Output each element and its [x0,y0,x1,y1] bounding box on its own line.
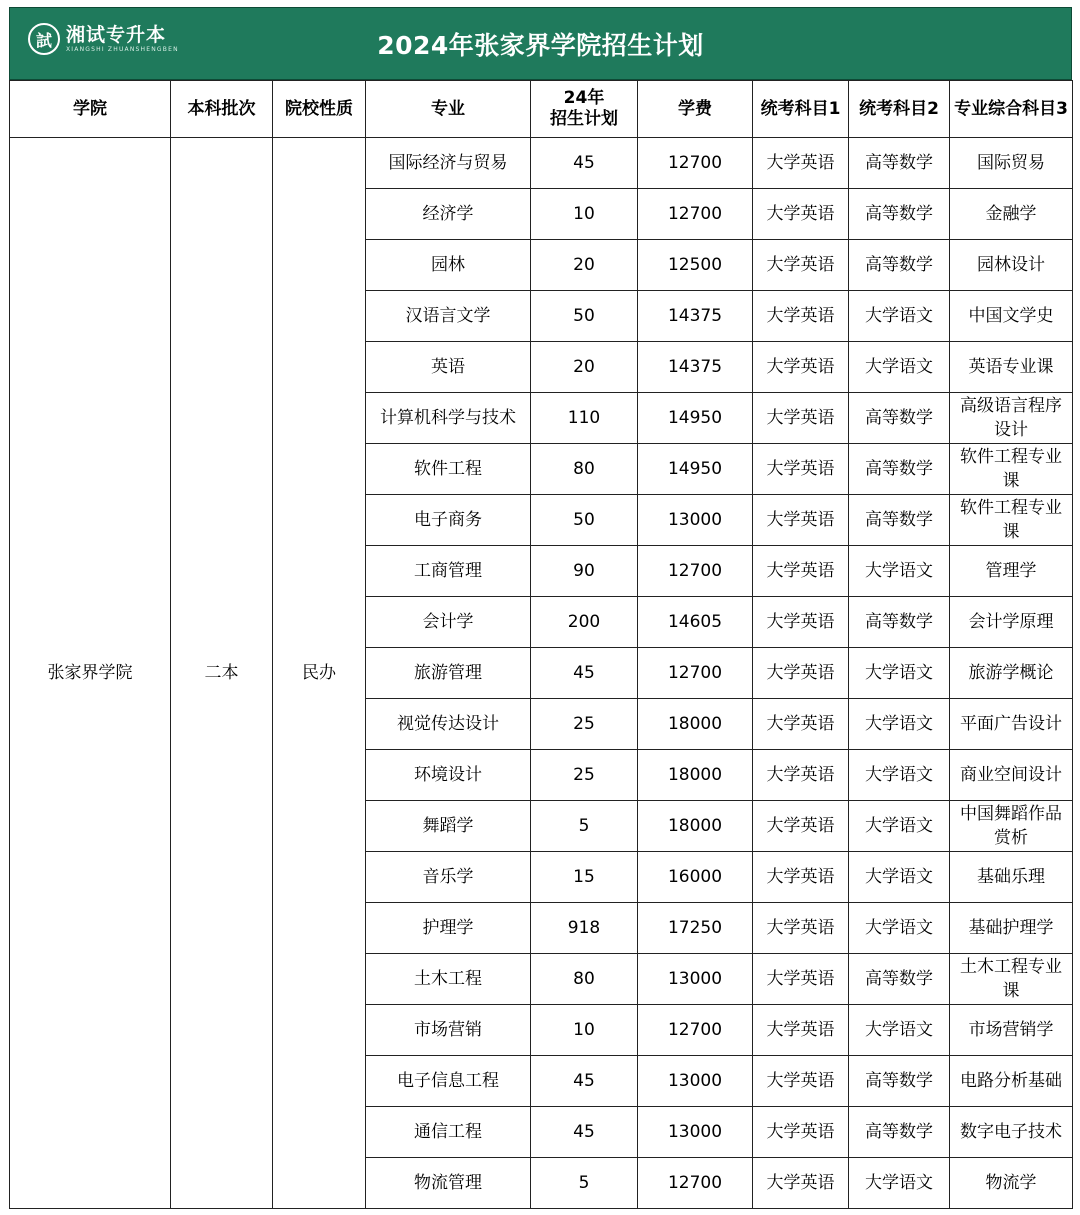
admission-table [9,80,1073,1209]
subject1-cell: 大学英语 [753,1107,849,1158]
plan-cell: 10 [531,1005,638,1056]
header-plan: 24年 招生计划 [531,81,638,138]
tuition-cell: 14950 [638,444,753,495]
school-name-cell: 张家界学院 [10,138,171,1209]
subject1-cell: 大学英语 [753,495,849,546]
tuition-cell: 12700 [638,1158,753,1209]
header-subject1: 统考科目1 [753,81,849,138]
subject1-cell: 大学英语 [753,1056,849,1107]
subject2-cell: 高等数学 [849,1056,950,1107]
plan-cell: 5 [531,801,638,852]
brand-logo [28,23,179,55]
major-cell: 护理学 [366,903,531,954]
subject3-cell: 基础护理学 [950,903,1073,954]
subject3-cell: 会计学原理 [950,597,1073,648]
major-cell: 通信工程 [366,1107,531,1158]
subject2-cell: 高等数学 [849,138,950,189]
subject3-cell: 数字电子技术 [950,1107,1073,1158]
subject1-cell: 大学英语 [753,444,849,495]
table-body [10,138,1073,1209]
subject2-cell: 大学语文 [849,699,950,750]
header-subject3: 专业综合科目3 [950,81,1073,138]
subject3-cell: 物流学 [950,1158,1073,1209]
tuition-cell: 12700 [638,189,753,240]
subject2-cell: 大学语文 [849,1158,950,1209]
subject1-cell: 大学英语 [753,546,849,597]
plan-cell: 45 [531,1107,638,1158]
tuition-cell: 14605 [638,597,753,648]
subject3-cell: 基础乐理 [950,852,1073,903]
tuition-cell: 14375 [638,342,753,393]
major-cell: 国际经济与贸易 [366,138,531,189]
subject3-cell: 中国文学史 [950,291,1073,342]
subject3-cell: 旅游学概论 [950,648,1073,699]
subject2-cell: 大学语文 [849,342,950,393]
subject3-cell: 软件工程专业课 [950,444,1073,495]
plan-cell: 20 [531,342,638,393]
tuition-cell: 13000 [638,1107,753,1158]
subject3-cell: 平面广告设计 [950,699,1073,750]
header-major: 专业 [366,81,531,138]
plan-cell: 918 [531,903,638,954]
subject2-cell: 高等数学 [849,1107,950,1158]
tuition-cell: 17250 [638,903,753,954]
plan-cell: 45 [531,648,638,699]
major-cell: 电子商务 [366,495,531,546]
subject1-cell: 大学英语 [753,597,849,648]
major-cell: 软件工程 [366,444,531,495]
batch-cell: 二本 [171,138,273,1209]
plan-cell: 90 [531,546,638,597]
major-cell: 园林 [366,240,531,291]
subject2-cell: 大学语文 [849,291,950,342]
subject3-cell: 金融学 [950,189,1073,240]
major-cell: 英语 [366,342,531,393]
title-banner [9,7,1072,80]
subject1-cell: 大学英语 [753,240,849,291]
plan-cell: 45 [531,138,638,189]
subject3-cell: 中国舞蹈作品赏析 [950,801,1073,852]
subject3-cell: 软件工程专业课 [950,495,1073,546]
subject3-cell: 管理学 [950,546,1073,597]
subject1-cell: 大学英语 [753,1158,849,1209]
major-cell: 会计学 [366,597,531,648]
subject1-cell: 大学英语 [753,1005,849,1056]
header-nature: 院校性质 [273,81,366,138]
major-cell: 工商管理 [366,546,531,597]
subject1-cell: 大学英语 [753,138,849,189]
plan-cell: 80 [531,954,638,1005]
major-cell: 环境设计 [366,750,531,801]
major-cell: 视觉传达设计 [366,699,531,750]
subject1-cell: 大学英语 [753,342,849,393]
plan-cell: 50 [531,291,638,342]
subject2-cell: 高等数学 [849,189,950,240]
plan-cell: 110 [531,393,638,444]
major-cell: 电子信息工程 [366,1056,531,1107]
subject1-cell: 大学英语 [753,801,849,852]
subject2-cell: 高等数学 [849,954,950,1005]
nature-cell: 民办 [273,138,366,1209]
tuition-cell: 13000 [638,954,753,1005]
subject2-cell: 高等数学 [849,240,950,291]
header-subject2: 统考科目2 [849,81,950,138]
subject2-cell: 高等数学 [849,495,950,546]
subject3-cell: 土木工程专业课 [950,954,1073,1005]
subject1-cell: 大学英语 [753,648,849,699]
admission-plan-document [9,7,1072,1209]
tuition-cell: 12700 [638,648,753,699]
subject3-cell: 商业空间设计 [950,750,1073,801]
major-cell: 舞蹈学 [366,801,531,852]
tuition-cell: 14950 [638,393,753,444]
tuition-cell: 12500 [638,240,753,291]
subject3-cell: 电路分析基础 [950,1056,1073,1107]
subject1-cell: 大学英语 [753,699,849,750]
subject2-cell: 高等数学 [849,597,950,648]
logo-name: 湘试专升本 [66,24,167,46]
subject3-cell: 国际贸易 [950,138,1073,189]
tuition-cell: 13000 [638,1056,753,1107]
subject1-cell: 大学英语 [753,903,849,954]
page-title: 2024年张家界学院招生计划 [377,30,704,60]
plan-cell: 25 [531,750,638,801]
major-cell: 计算机科学与技术 [366,393,531,444]
header-college: 学院 [10,81,171,138]
logo-text [66,24,179,54]
tuition-cell: 13000 [638,495,753,546]
plan-cell: 5 [531,1158,638,1209]
plan-cell: 200 [531,597,638,648]
major-cell: 汉语言文学 [366,291,531,342]
tuition-cell: 18000 [638,801,753,852]
subject2-cell: 大学语文 [849,546,950,597]
subject2-cell: 大学语文 [849,852,950,903]
plan-cell: 45 [531,1056,638,1107]
major-cell: 物流管理 [366,1158,531,1209]
subject1-cell: 大学英语 [753,750,849,801]
logo-pinyin: XIANGSHI ZHUANSHENGBEN [66,46,179,53]
plan-cell: 15 [531,852,638,903]
major-cell: 经济学 [366,189,531,240]
major-cell: 市场营销 [366,1005,531,1056]
tuition-cell: 16000 [638,852,753,903]
table-row [10,138,1073,189]
tuition-cell: 14375 [638,291,753,342]
subject1-cell: 大学英语 [753,189,849,240]
tuition-cell: 12700 [638,546,753,597]
plan-cell: 25 [531,699,638,750]
subject2-cell: 大学语文 [849,1005,950,1056]
subject2-cell: 高等数学 [849,444,950,495]
plan-cell: 20 [531,240,638,291]
subject3-cell: 英语专业课 [950,342,1073,393]
plan-cell: 50 [531,495,638,546]
major-cell: 旅游管理 [366,648,531,699]
plan-cell: 80 [531,444,638,495]
subject2-cell: 大学语文 [849,801,950,852]
table-header-row [10,81,1073,138]
plan-cell: 10 [531,189,638,240]
subject1-cell: 大学英语 [753,852,849,903]
subject3-cell: 高级语言程序设计 [950,393,1073,444]
header-batch: 本科批次 [171,81,273,138]
header-tuition: 学费 [638,81,753,138]
subject2-cell: 大学语文 [849,648,950,699]
subject1-cell: 大学英语 [753,954,849,1005]
tuition-cell: 18000 [638,699,753,750]
subject2-cell: 高等数学 [849,393,950,444]
tuition-cell: 18000 [638,750,753,801]
subject3-cell: 园林设计 [950,240,1073,291]
major-cell: 土木工程 [366,954,531,1005]
subject2-cell: 大学语文 [849,903,950,954]
subject2-cell: 大学语文 [849,750,950,801]
logo-seal-icon: 試 [28,23,60,55]
subject3-cell: 市场营销学 [950,1005,1073,1056]
tuition-cell: 12700 [638,1005,753,1056]
tuition-cell: 12700 [638,138,753,189]
major-cell: 音乐学 [366,852,531,903]
subject1-cell: 大学英语 [753,291,849,342]
subject1-cell: 大学英语 [753,393,849,444]
